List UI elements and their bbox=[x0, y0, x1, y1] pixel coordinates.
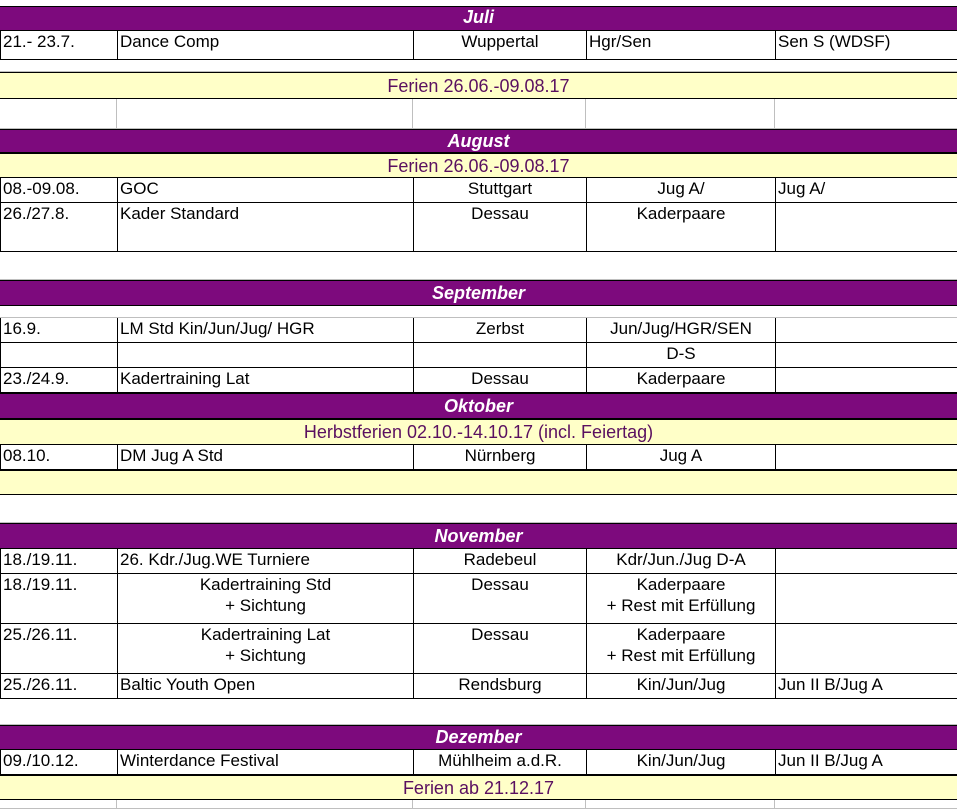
event-cell: Kadertraining Lat bbox=[118, 368, 414, 392]
table-row bbox=[0, 549, 957, 574]
class-cell: Kaderpaare bbox=[587, 203, 776, 251]
month-label: November bbox=[434, 526, 523, 546]
class-cell: Jug A/ bbox=[587, 178, 776, 202]
month-label: August bbox=[447, 131, 510, 151]
holiday-band bbox=[0, 775, 957, 800]
blank-row bbox=[0, 99, 957, 129]
class-extra-cell bbox=[776, 318, 957, 342]
location-cell: Mühlheim a.d.R. bbox=[414, 750, 587, 774]
month-header-august bbox=[0, 129, 957, 153]
class-extra-cell bbox=[776, 624, 957, 673]
month-label: Juli bbox=[462, 7, 494, 27]
location-cell: Stuttgart bbox=[414, 178, 587, 202]
table-row bbox=[0, 31, 957, 60]
holiday-label: Ferien ab 21.12.17 bbox=[402, 778, 555, 798]
date-cell: 16.9. bbox=[1, 318, 118, 342]
date-cell: 08.10. bbox=[1, 445, 118, 469]
class-extra-cell bbox=[776, 203, 957, 251]
holiday-band bbox=[0, 153, 957, 178]
location-cell: Dessau bbox=[414, 574, 587, 623]
location-cell: Zerbst bbox=[414, 318, 587, 342]
event-cell: Dance Comp bbox=[118, 31, 414, 59]
class-extra-cell bbox=[776, 445, 957, 469]
holiday-band bbox=[0, 72, 957, 99]
class-cell: Kdr/Jun./Jug D-A bbox=[587, 549, 776, 573]
date-cell: 18./19.11. bbox=[1, 549, 118, 573]
table-row bbox=[0, 750, 957, 775]
date-cell: 09./10.12. bbox=[1, 750, 118, 774]
table-row bbox=[0, 574, 957, 624]
class-extra-cell bbox=[776, 368, 957, 392]
table-row bbox=[0, 203, 957, 252]
class-extra-cell bbox=[776, 574, 957, 623]
month-header-oktober bbox=[0, 393, 957, 419]
location-cell: Radebeul bbox=[414, 549, 587, 573]
month-header-september bbox=[0, 280, 957, 306]
class-cell: Kin/Jun/Jug bbox=[587, 674, 776, 698]
event-cell: Winterdance Festival bbox=[118, 750, 414, 774]
table-row bbox=[0, 368, 957, 393]
month-label: Oktober bbox=[443, 396, 513, 416]
location-cell: Wuppertal bbox=[414, 31, 587, 59]
month-label: Dezember bbox=[435, 727, 522, 747]
class-cell: Kin/Jun/Jug bbox=[587, 750, 776, 774]
event-cell: Kadertraining Lat + Sichtung bbox=[118, 624, 414, 673]
class-cell: Jug A bbox=[587, 445, 776, 469]
holiday-band bbox=[0, 419, 957, 445]
table-row bbox=[0, 445, 957, 470]
table-row bbox=[0, 318, 957, 343]
class-cell: Kaderpaare bbox=[587, 368, 776, 392]
event-cell bbox=[118, 343, 414, 367]
month-header-november bbox=[0, 523, 957, 549]
table-row bbox=[0, 178, 957, 203]
event-cell: Kader Standard bbox=[118, 203, 414, 251]
location-cell: Rendsburg bbox=[414, 674, 587, 698]
class-extra-cell: Jun II B/Jug A bbox=[776, 750, 957, 774]
table-row bbox=[0, 343, 957, 368]
blank-row bbox=[0, 60, 957, 72]
location-cell: Dessau bbox=[414, 368, 587, 392]
table-row bbox=[0, 674, 957, 699]
class-extra-cell bbox=[776, 343, 957, 367]
class-extra-cell: Jun II B/Jug A bbox=[776, 674, 957, 698]
class-extra-cell: Jug A/ bbox=[776, 178, 957, 202]
class-cell: Jun/Jug/HGR/SEN bbox=[587, 318, 776, 342]
date-cell: 26./27.8. bbox=[1, 203, 118, 251]
class-cell: Kaderpaare + Rest mit Erfüllung bbox=[587, 624, 776, 673]
holiday-label: Ferien 26.06.-09.08.17 bbox=[387, 76, 570, 96]
blank-row bbox=[0, 495, 957, 523]
class-cell: Hgr/Sen bbox=[587, 31, 776, 59]
event-cell: GOC bbox=[118, 178, 414, 202]
event-cell: DM Jug A Std bbox=[118, 445, 414, 469]
month-header-juli bbox=[0, 6, 957, 31]
date-cell: 18./19.11. bbox=[1, 574, 118, 623]
location-cell: Dessau bbox=[414, 624, 587, 673]
class-extra-cell bbox=[776, 549, 957, 573]
blank-row bbox=[0, 800, 957, 809]
holiday-label: Herbstferien 02.10.-14.10.17 (incl. Feiertag) bbox=[303, 422, 654, 442]
class-cell: D-S bbox=[587, 343, 776, 367]
date-cell: 25./26.11. bbox=[1, 624, 118, 673]
date-cell: 08.-09.08. bbox=[1, 178, 118, 202]
date-cell: 23./24.9. bbox=[1, 368, 118, 392]
table-row bbox=[0, 624, 957, 674]
event-cell: Baltic Youth Open bbox=[118, 674, 414, 698]
blank-row bbox=[0, 306, 957, 318]
holiday-band-empty bbox=[0, 470, 957, 495]
class-extra-cell: Sen S (WDSF) bbox=[776, 31, 957, 59]
date-cell: 21.- 23.7. bbox=[1, 31, 118, 59]
event-cell: 26. Kdr./Jug.WE Turniere bbox=[118, 549, 414, 573]
month-header-dezember bbox=[0, 725, 957, 750]
location-cell: Nürnberg bbox=[414, 445, 587, 469]
holiday-label: Ferien 26.06.-09.08.17 bbox=[387, 156, 570, 176]
location-cell bbox=[414, 343, 587, 367]
class-cell: Kaderpaare + Rest mit Erfüllung bbox=[587, 574, 776, 623]
date-cell bbox=[1, 343, 118, 367]
location-cell: Dessau bbox=[414, 203, 587, 251]
event-cell: Kadertraining Std + Sichtung bbox=[118, 574, 414, 623]
event-cell: LM Std Kin/Jun/Jug/ HGR bbox=[118, 318, 414, 342]
blank-row bbox=[0, 699, 957, 725]
date-cell: 25./26.11. bbox=[1, 674, 118, 698]
blank-row bbox=[0, 252, 957, 280]
month-label: September bbox=[431, 283, 526, 303]
